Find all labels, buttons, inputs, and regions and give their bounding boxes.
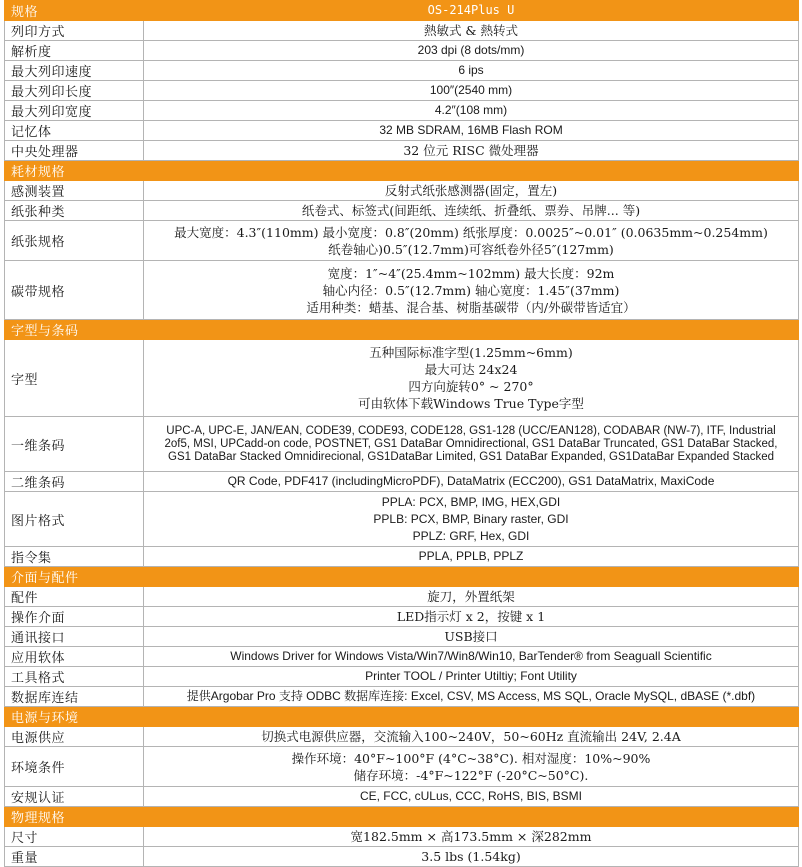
row-value: 6 ips <box>144 61 799 81</box>
section-header-power <box>5 707 799 727</box>
row-value: 32 MB SDRAM, 16MB Flash ROM <box>144 121 799 141</box>
row-value: Windows Driver for Windows Vista/Win7/Win8/Win10, BarTender® from Seaguall Scientific <box>144 647 799 667</box>
row-label: 字型 <box>5 340 144 417</box>
value-line: 最大宽度：4.3″(110mm) 最小宽度：0.8″(20mm) 纸张厚度：0.0025″~0.01″ (0.0635mm~0.254mm) <box>174 224 768 240</box>
row-label: 碳带规格 <box>5 261 144 320</box>
section-title: 耗材规格 <box>5 161 799 181</box>
row-label: 中央处理器 <box>5 141 144 161</box>
value-line: GS1 DataBar Stacked Omnidirecional, GS1DataBar Limited, GS1 DataBar Expanded, GS1DataBar Expanded Stacked <box>168 450 774 463</box>
value-line: 适用种类：蜡基、混合基、树脂基碳带（内/外碳带皆适宜） <box>306 299 636 315</box>
spec-row <box>5 21 799 41</box>
row-label: 纸张种类 <box>5 201 144 221</box>
row-label: 解析度 <box>5 41 144 61</box>
value-line: UPC-A, UPC-E, JAN/EAN, CODE39, CODE93, CODE128, GS1-128 (UCC/EAN128), CODABAR (NW-7), ITF, Industrial <box>166 424 776 437</box>
row-label: 操作介面 <box>5 607 144 627</box>
row-value: 纸卷式、标签式(间距纸、连续纸、折叠纸、票券、吊牌... 等) <box>144 201 799 221</box>
value-line: 轴心内径：0.5″(12.7mm) 轴心宽度：1.45″(37mm) <box>322 282 620 298</box>
row-value: 旋刀，外置纸架 <box>144 587 799 607</box>
value-line: 宽度：1″~4″(25.4mm~102mm) 最大长度：92m <box>327 265 615 281</box>
row-value <box>144 340 799 417</box>
row-label: 图片格式 <box>5 492 144 547</box>
row-label: 列印方式 <box>5 21 144 41</box>
section-header-fonts <box>5 320 799 340</box>
row-label: 最大列印长度 <box>5 81 144 101</box>
row-label: 工具格式 <box>5 667 144 687</box>
row-value: QR Code, PDF417 (includingMicroPDF), DataMatrix (ECC200), GS1 DataMatrix, MaxiCode <box>144 472 799 492</box>
value-line: 储存环境：-4°F~122°F (-20°C~50°C). <box>353 767 589 783</box>
value-line: PPLZ: GRF, Hex, GDI <box>412 528 530 543</box>
row-label: 安规认证 <box>5 787 144 807</box>
row-value: 203 dpi (8 dots/mm) <box>144 41 799 61</box>
spec-row <box>5 340 799 417</box>
header-row <box>5 1 799 21</box>
value-line: 四方向旋转0° ~ 270° <box>408 379 534 394</box>
value-line: 纸卷轴心)0.5″(12.7mm)可容纸卷外径5″(127mm) <box>328 241 614 257</box>
section-title: 介面与配件 <box>5 567 799 587</box>
value-line: PPLA: PCX, BMP, IMG, HEX,GDI <box>381 494 561 509</box>
row-label: 记忆体 <box>5 121 144 141</box>
row-label: 感测装置 <box>5 181 144 201</box>
row-value <box>144 747 799 787</box>
spec-row <box>5 647 799 667</box>
row-value <box>144 417 799 472</box>
row-label: 尺寸 <box>5 827 144 847</box>
row-value <box>144 492 799 547</box>
spec-row <box>5 492 799 547</box>
value-line: PPLB: PCX, BMP, Binary raster, GDI <box>373 511 569 526</box>
value-line: 操作环境：40°F~100°F (4°C~38°C). 相对湿度：10%~90% <box>291 750 651 766</box>
row-value: LED指示灯 x 2，按键 x 1 <box>144 607 799 627</box>
spec-row <box>5 627 799 647</box>
spec-row <box>5 81 799 101</box>
spec-row <box>5 121 799 141</box>
value-line: 最大可达 24x24 <box>424 362 518 377</box>
row-label: 配件 <box>5 587 144 607</box>
spec-row <box>5 417 799 472</box>
row-label: 电源供应 <box>5 727 144 747</box>
spec-row <box>5 547 799 567</box>
row-label: 一维条码 <box>5 417 144 472</box>
spec-row <box>5 847 799 867</box>
row-value: 4.2″(108 mm) <box>144 101 799 121</box>
section-title: 字型与条码 <box>5 320 799 340</box>
value-line: 可由软体下载Windows True Type字型 <box>358 396 584 411</box>
spec-row <box>5 181 799 201</box>
section-header-media <box>5 161 799 181</box>
row-label: 最大列印速度 <box>5 61 144 81</box>
spec-table <box>4 0 799 867</box>
row-value: 切换式电源供应器，交流输入100~240V，50~60Hz 直流输出 24V, 2.4A <box>144 727 799 747</box>
spec-row <box>5 787 799 807</box>
spec-row <box>5 61 799 81</box>
row-label: 指令集 <box>5 547 144 567</box>
header-label: 规格 <box>5 1 144 21</box>
row-value: PPLA, PPLB, PPLZ <box>144 547 799 567</box>
row-value: 100″(2540 mm) <box>144 81 799 101</box>
spec-row <box>5 221 799 261</box>
row-label: 应用软体 <box>5 647 144 667</box>
row-value <box>144 261 799 320</box>
row-value: USB接口 <box>144 627 799 647</box>
row-value: 提供Argobar Pro 支持 ODBC 数据库连接: Excel, CSV, MS Access, MS SQL, Oracle MySQL, dBASE (*.dbf) <box>144 687 799 707</box>
row-value: 熱敏式 & 熱转式 <box>144 21 799 41</box>
row-label: 环境条件 <box>5 747 144 787</box>
spec-row <box>5 747 799 787</box>
section-header-interface <box>5 567 799 587</box>
spec-row <box>5 261 799 320</box>
spec-row <box>5 141 799 161</box>
spec-row <box>5 607 799 627</box>
row-label: 纸张规格 <box>5 221 144 261</box>
spec-row <box>5 727 799 747</box>
row-label: 数据库连结 <box>5 687 144 707</box>
row-value: 3.5 lbs (1.54kg) <box>144 847 799 867</box>
row-value: 32 位元 RISC 微处理器 <box>144 141 799 161</box>
row-label: 通讯接口 <box>5 627 144 647</box>
row-label: 二维条码 <box>5 472 144 492</box>
row-label: 重量 <box>5 847 144 867</box>
spec-row <box>5 201 799 221</box>
row-value <box>144 221 799 261</box>
spec-row <box>5 101 799 121</box>
row-value: CE, FCC, cULus, CCC, RoHS, BIS, BSMI <box>144 787 799 807</box>
row-value: 反射式纸张感测器(固定，置左) <box>144 181 799 201</box>
model-name: OS-214Plus U <box>144 1 799 21</box>
row-label: 最大列印宽度 <box>5 101 144 121</box>
spec-row <box>5 667 799 687</box>
row-value: Printer TOOL / Printer Utiltiy; Font Utility <box>144 667 799 687</box>
section-title: 电源与环境 <box>5 707 799 727</box>
row-value: 宽182.5mm × 高173.5mm × 深282mm <box>144 827 799 847</box>
value-line: 五种国际标准字型(1.25mm~6mm) <box>369 345 573 360</box>
value-line: 2of5, MSI, UPCadd-on code, POSTNET, GS1 DataBar Omnidirectional, GS1 DataBar Truncated, GS1 DataBar Stacked, <box>164 437 778 450</box>
spec-row <box>5 472 799 492</box>
section-title: 物理规格 <box>5 807 799 827</box>
spec-row <box>5 687 799 707</box>
spec-row <box>5 587 799 607</box>
section-header-physical <box>5 807 799 827</box>
spec-row <box>5 41 799 61</box>
